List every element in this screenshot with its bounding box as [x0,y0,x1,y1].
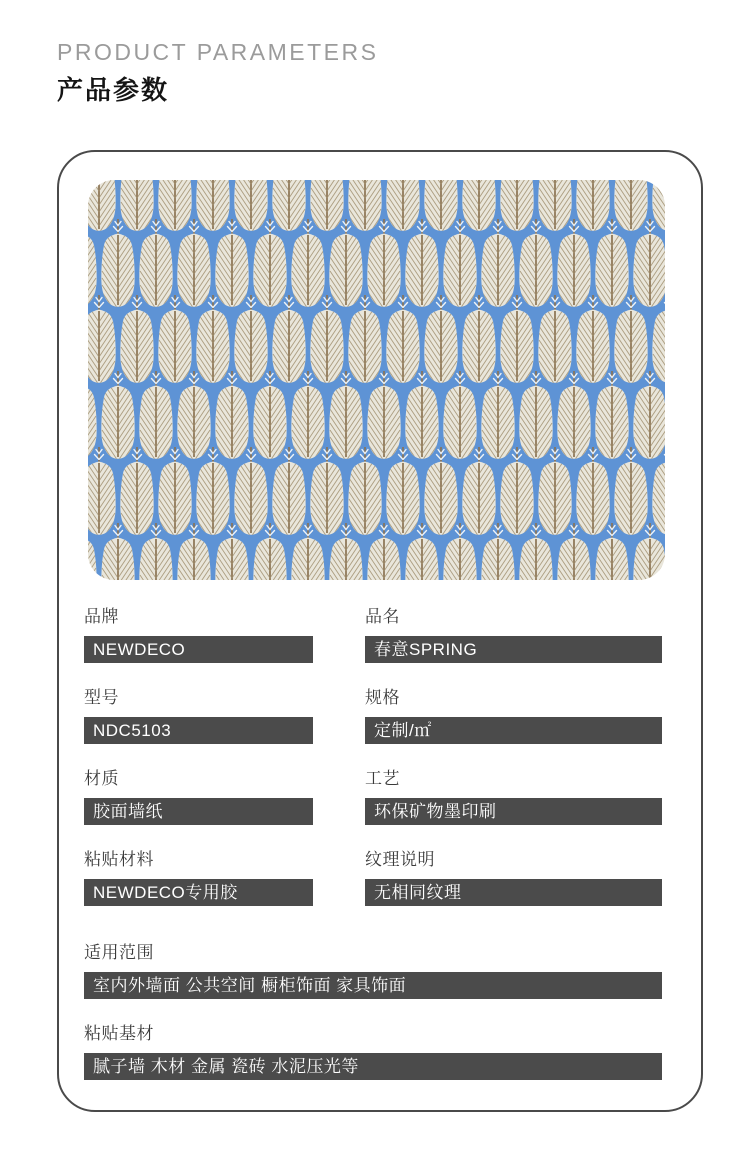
param-label: 型号 [84,688,119,707]
param-field-product-name [365,607,662,663]
param-value-bar: 无相同纹理 [365,879,662,906]
param-field-model [84,688,313,744]
wallpaper-pattern-graphic [88,180,665,580]
param-label: 粘贴材料 [84,850,154,869]
param-value-bar: 环保矿物墨印刷 [365,798,662,825]
param-value-bar: 室内外墙面 公共空间 橱柜饰面 家具饰面 [84,972,662,999]
param-label: 工艺 [365,769,400,788]
param-value-bar: 腻子墙 木材 金属 瓷砖 水泥压光等 [84,1053,662,1080]
param-label: 纹理说明 [365,850,435,869]
param-field-applicable-range [84,943,662,999]
param-label: 品牌 [84,607,119,626]
param-label: 适用范围 [84,943,154,962]
product-card [57,150,703,1112]
param-field-adhesive [84,850,313,906]
product-image [88,180,665,580]
parameters-grid [84,607,664,1105]
param-field-material [84,769,313,825]
page-title-en: PRODUCT PARAMETERS [57,39,379,65]
param-label: 材质 [84,769,119,788]
param-label: 粘贴基材 [84,1024,154,1043]
param-value-bar: 定制/㎡ [365,717,662,744]
param-label: 品名 [365,607,400,626]
param-field-brand [84,607,313,663]
page-header [57,40,378,105]
param-value-bar: 春意SPRING [365,636,662,663]
param-value-bar: NEWDECO [84,636,313,663]
param-field-spec [365,688,662,744]
param-label: 规格 [365,688,400,707]
param-value-bar: NEWDECO专用胶 [84,879,313,906]
param-value-bar: 胶面墙纸 [84,798,313,825]
param-field-texture [365,850,662,906]
param-field-craft [365,769,662,825]
param-value-bar: NDC5103 [84,717,313,744]
page-title-cn: 产品参数 [57,75,170,106]
param-field-substrate [84,1024,662,1080]
